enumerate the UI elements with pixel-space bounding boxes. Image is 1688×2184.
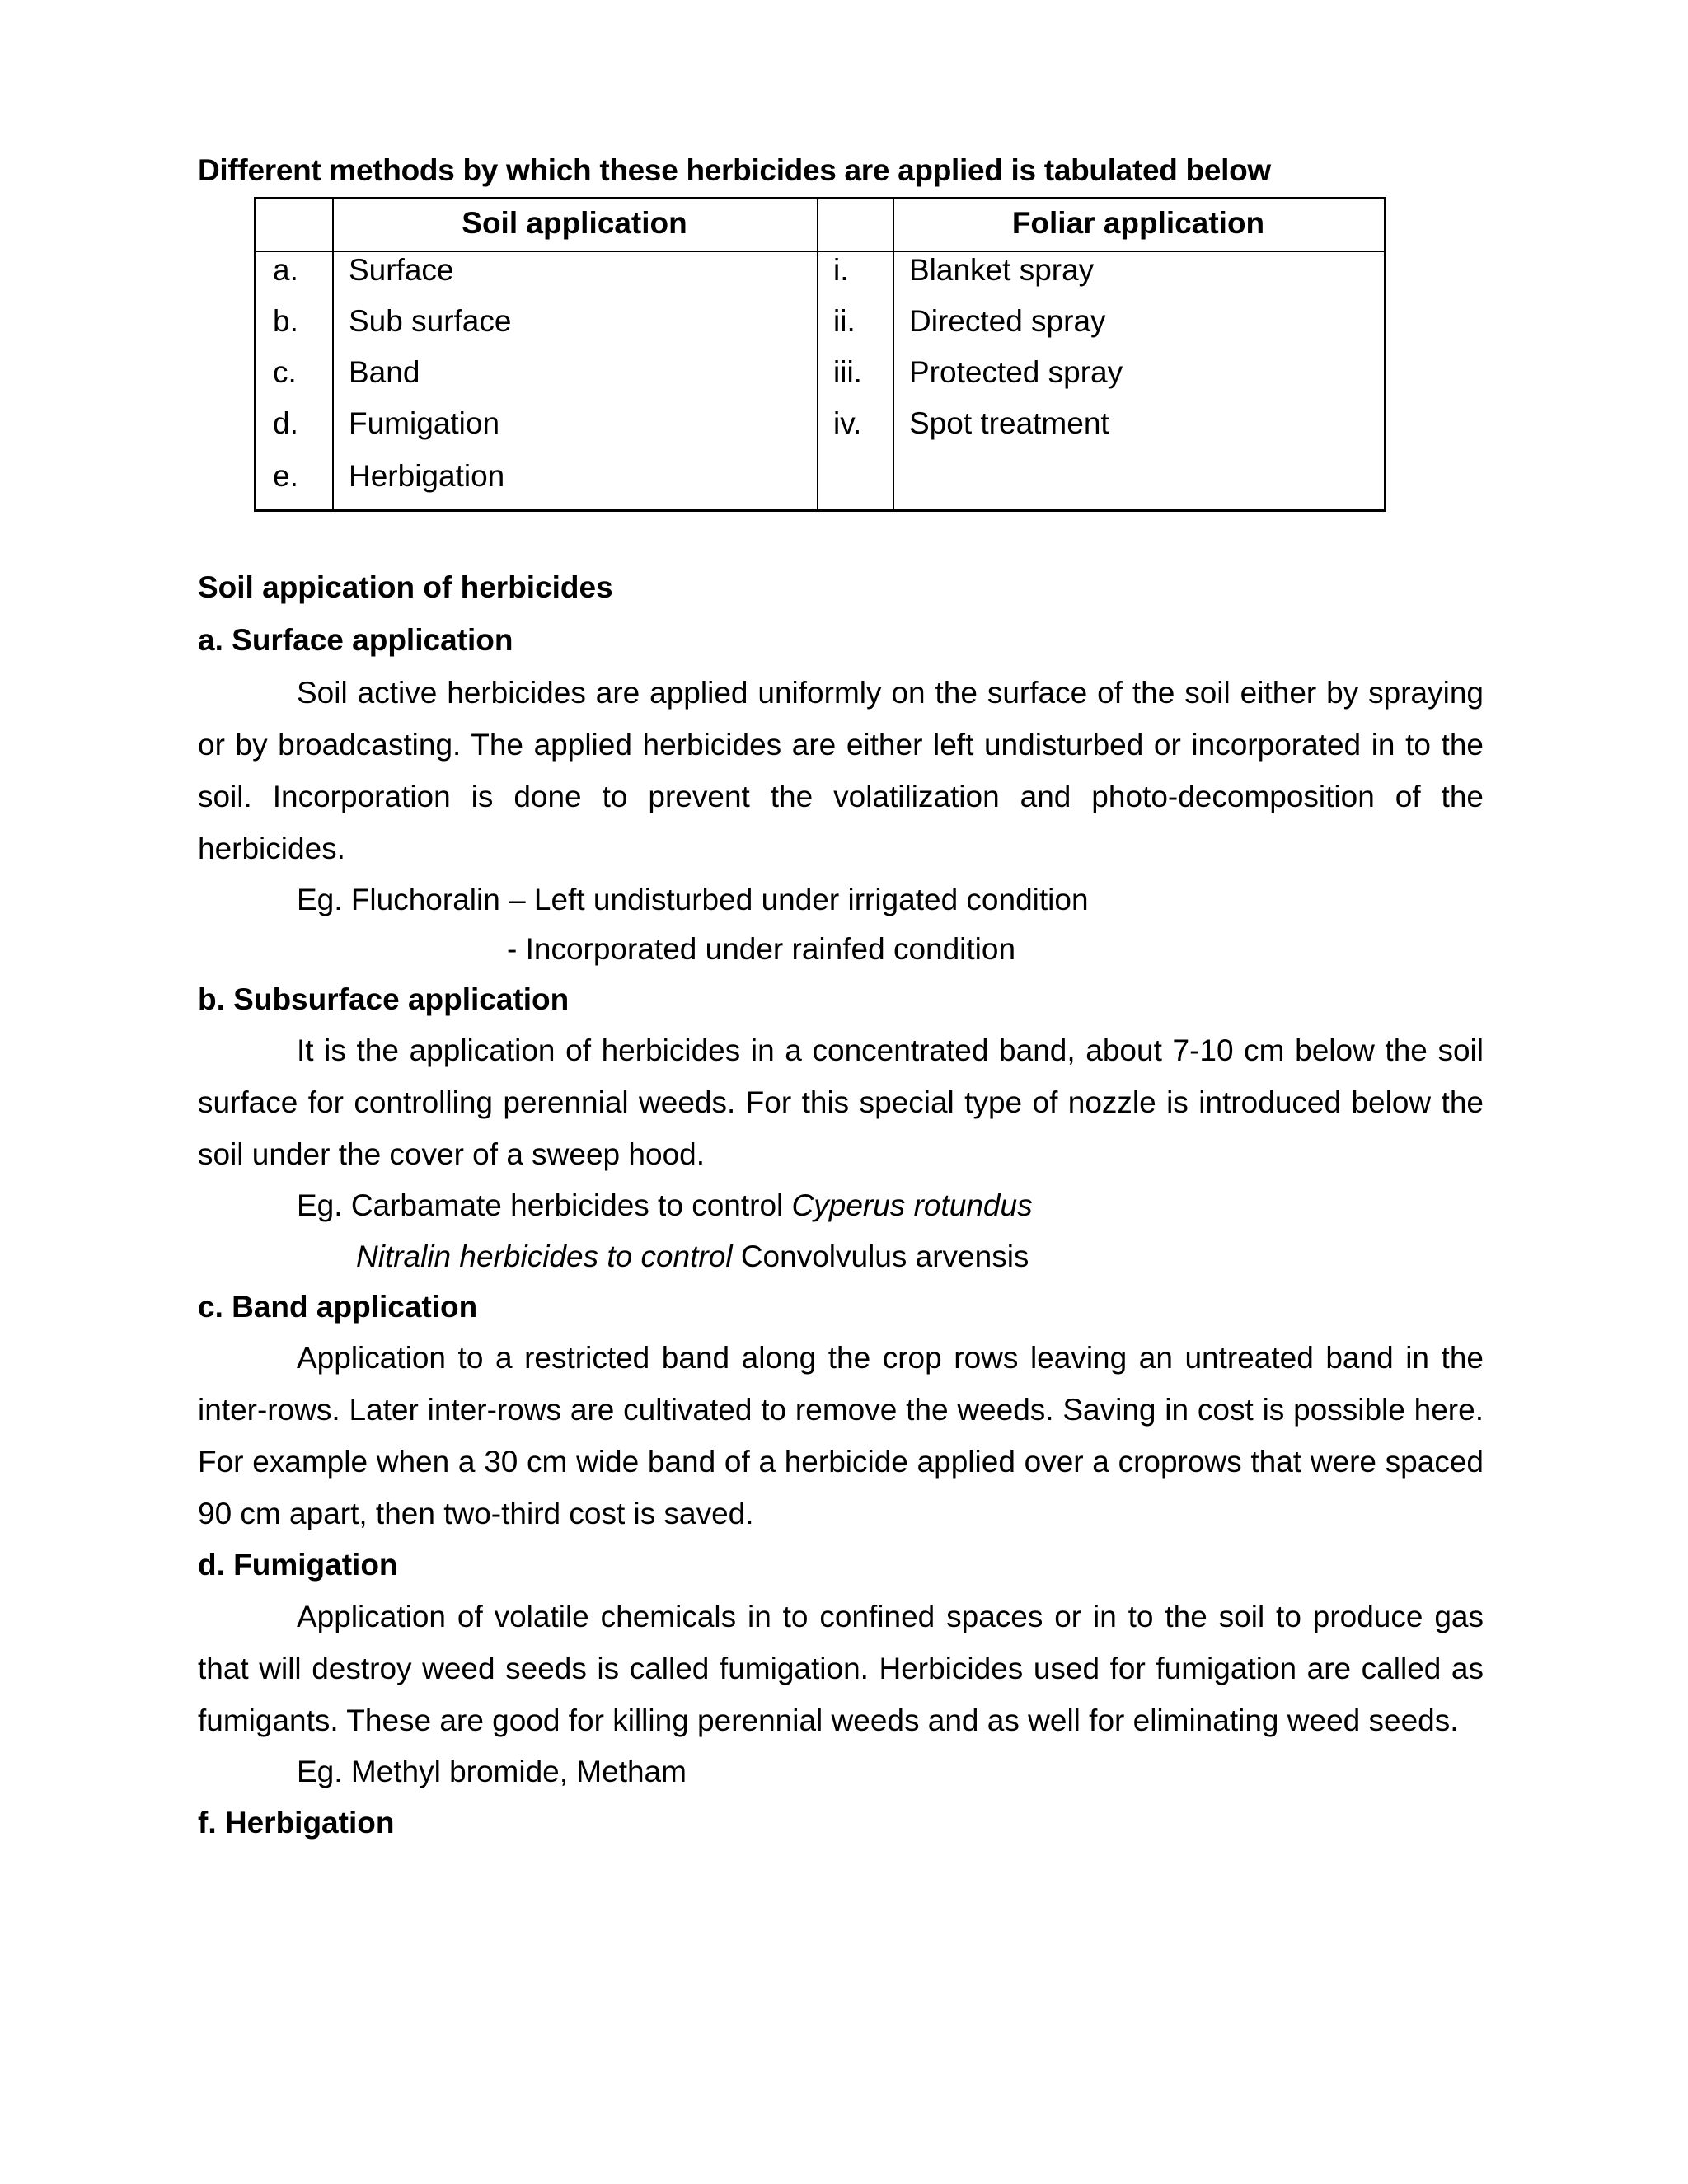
table-row-label: Herbigation [349,459,505,493]
species-name: Cyperus rotundus [791,1188,1033,1222]
table-row-marker: d. [273,406,298,440]
table-row-marker: b. [273,304,298,338]
example-text: Eg. Carbamate herbicides to control [297,1188,792,1222]
fumigation-paragraph: Application of volatile chemicals in to confined spaces or in to the soil to produce gas that will destroy weed seeds is called fumigation. Herbicides used for fumigation are called as fumigants. These are good for killing perennial weeds and as well for eliminating weed seeds. [198,1600,1484,1737]
species-name: Convolvulus arvensis [732,1240,1029,1273]
application-methods-table [254,197,1386,512]
table-row-label: Sub surface [349,304,512,338]
table-divider [817,199,818,509]
fumigation-title: d. Fumigation [198,1548,398,1582]
intro-heading: Different methods by which these herbicides are applied is tabulated below [198,153,1271,187]
herbigation-title: f. Herbigation [198,1806,395,1840]
surface-application-title: a. Surface application [198,623,513,657]
subsurface-application-paragraph: It is the application of herbicides in a concentrated band, about 7-10 cm below the soil surface for controlling perennial weeds. For this special type of nozzle is introduced below the soil under the cover of a sweep hood. [198,1033,1484,1171]
foliar-application-header: Foliar application [1011,206,1265,240]
table-row-label: Band [349,355,420,389]
table-row-marker: e. [273,459,298,493]
table-row-marker: a. [273,253,298,287]
table-divider [332,199,334,509]
table-row-marker: iv. [833,406,862,440]
subsurface-application-title: b. Subsurface application [198,982,570,1016]
fumigation-example: Eg. Methyl bromide, Metham [297,1755,687,1788]
table-row-label: Blanket spray [909,253,1095,287]
soil-application-header: Soil application [462,206,687,240]
surface-example-1: Eg. Fluchoralin – Left undisturbed under irrigated condition [297,883,1089,916]
table-row-marker: iii. [833,355,862,389]
table-row-label: Spot treatment [909,406,1109,440]
subsurface-example-1 [198,1180,1484,1231]
band-application-paragraph: Application to a restricted band along the crop rows leaving an untreated band in the inter-rows. Later inter-rows are cultivated to remove the weeds. Saving in cost is possible here. For example when a 30 cm wide band of a herbicide applied over a croprows that were spaced 90 cm apart, then two-third cost is saved. [198,1341,1484,1530]
band-application-title: c. Band application [198,1290,478,1324]
table-divider [893,199,894,509]
table-row-label: Protected spray [909,355,1123,389]
surface-application-paragraph: Soil active herbicides are applied uniformly on the surface of the soil either by spraying or by broadcasting. The applied herbicides are either left undisturbed or incorporated in to the soil. Incorporation is done to prevent the volatilization and photo-decomposition of the herbicides. [198,676,1484,865]
table-header-divider [256,251,1384,252]
table-row-marker: c. [273,355,297,389]
soil-section-title: Soil appication of herbicides [198,570,613,604]
subsurface-example-2 [198,1231,1484,1282]
table-row-label: Fumigation [349,406,500,440]
table-row-label: Surface [349,253,454,287]
document-page [198,152,1484,1849]
table-row-marker: i. [833,253,849,287]
table-row-label: Directed spray [909,304,1106,338]
example-text: Nitralin herbicides to control [356,1240,733,1273]
table-row-marker: ii. [833,304,856,338]
surface-example-2: - Incorporated under rainfed condition [507,932,1016,966]
